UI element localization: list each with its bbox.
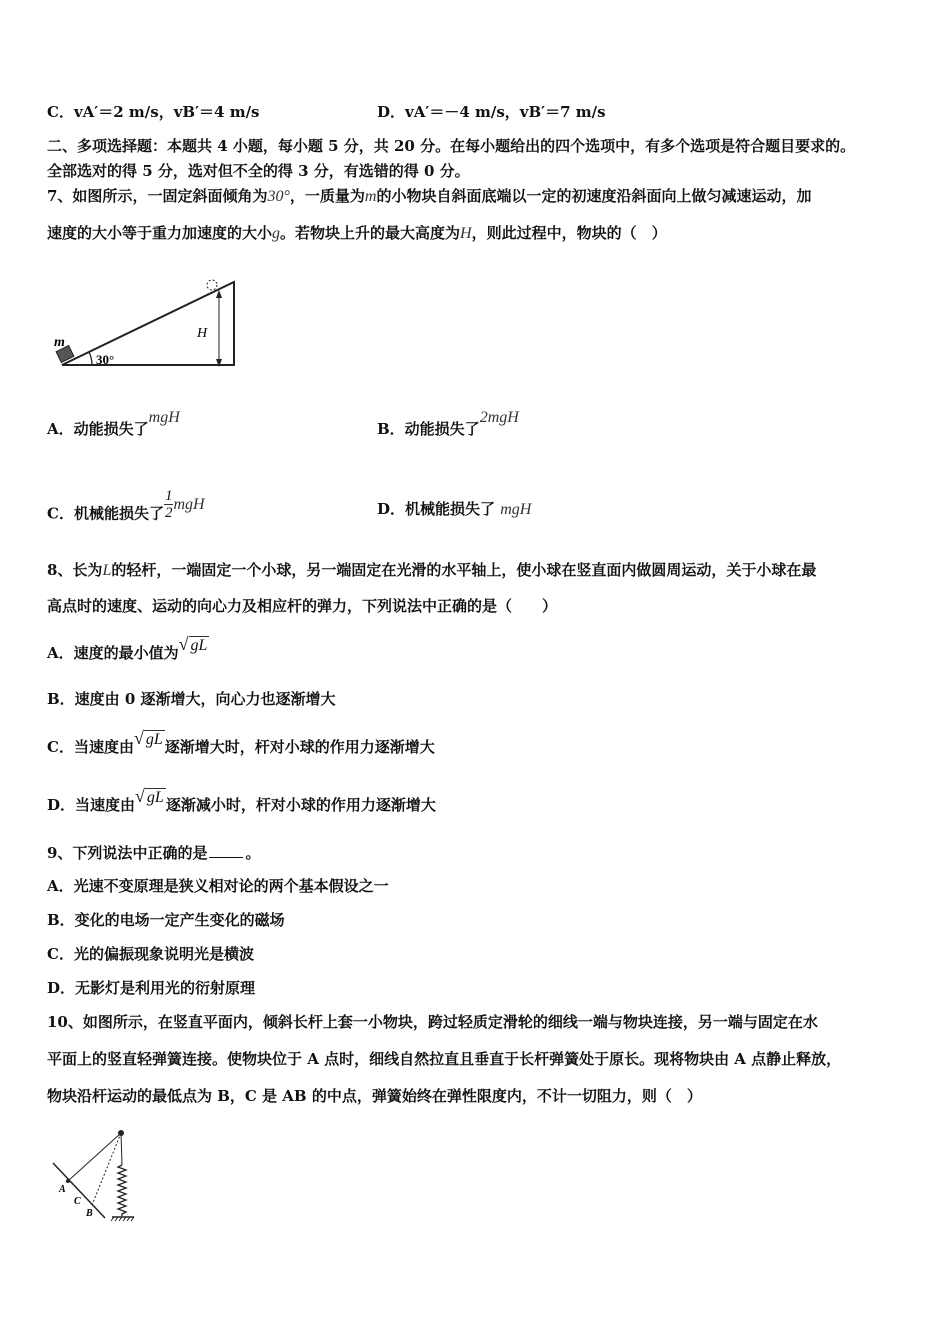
q9-option-a: A．光速不变原理是狭义相对论的两个基本假设之一	[47, 877, 389, 895]
q7-fig-angle-label: 30°	[96, 352, 115, 367]
q10-pulley-spring-figure	[48, 1125, 143, 1225]
q8-option-b: B．速度由 0 逐渐增大，向心力也逐渐增大	[47, 690, 336, 708]
q7-fig-mass-label: m	[54, 335, 65, 350]
q9-stem: 9、下列说法中正确的是 。	[47, 844, 261, 862]
q9-option-c: C．光的偏振现象说明光是横波	[47, 945, 254, 963]
q10-stem-line1: 10、如图所示，在竖直平面内，倾斜长杆上套一小物块，跨过轻质定滑轮的细线一端与物块连接，另一端与固定在水	[47, 1013, 818, 1031]
q10-fig-label-c: C	[74, 1196, 81, 1207]
q7-stem-line2: 速度的大小等于重力加速度的大小g。若物块上升的最大高度为H，则此过程中，物块的（ ）	[47, 224, 667, 242]
section2-line2: 全部选对的得 5 分，选对但不全的得 3 分，有选错的得 0 分。	[47, 162, 470, 180]
q7-incline-figure	[52, 272, 242, 372]
q7-fig-height-label: H	[197, 326, 208, 341]
q10-stem-line3: 物块沿杆运动的最低点为 B，C 是 AB 的中点，弹簧始终在弹性限度内，不计一切阻力，则（ ）	[47, 1087, 702, 1105]
q8-option-c: C．当速度由√ gL 逐渐增大时，杆对小球的作用力逐渐增大	[47, 728, 435, 756]
q7-option-a: A．动能损失了mgH	[47, 409, 180, 438]
q10-fig-label-b: B	[86, 1208, 93, 1219]
section2-line1: 二、多项选择题：本题共 4 小题，每小题 5 分，共 20 分。在每小题给出的四个选项中，有多个选项是符合题目要求的。	[47, 137, 856, 155]
q9-option-b: B．变化的电场一定产生变化的磁场	[47, 911, 285, 929]
q7-option-d: D．机械能损失了 mgH	[377, 500, 532, 518]
q7-option-b: B．动能损失了2mgH	[377, 409, 519, 438]
q8-option-a: A．速度的最小值为√ gL	[47, 634, 208, 662]
q8-stem-line1: 8、长为L的轻杆，一端固定一个小球，另一端固定在光滑的水平轴上，使小球在竖直面内做圆周运动，关于小球在最	[47, 561, 817, 579]
q8-option-d: D．当速度由√ gL 逐渐减小时，杆对小球的作用力逐渐增大	[47, 786, 436, 814]
q10-fig-label-a: A	[59, 1184, 66, 1195]
fraction-one-half: $\frac{1}{2}$	[164, 488, 173, 521]
q9-option-d: D．无影灯是利用光的衍射原理	[47, 979, 256, 997]
q6-option-d: D．vA′＝－4 m/s，vB′＝7 m/s	[377, 103, 606, 121]
spring-icon	[118, 1165, 126, 1216]
q8-stem-line2: 高点时的速度、运动的向心力及相应杆的弹力，下列说法中正确的是（ ）	[47, 597, 558, 615]
q6-option-c: C．vA′＝2 m/s，vB′＝4 m/s	[47, 103, 260, 121]
answer-blank	[209, 857, 243, 858]
q7-stem-line1: 7、如图所示，一固定斜面倾角为30°，一质量为m的小物块自斜面底端以一定的初速度沿斜面向上做匀减速运动，加	[47, 187, 812, 205]
q10-stem-line2: 平面上的竖直轻弹簧连接。使物块位于 A 点时，细线自然拉直且垂直于长杆弹簧处于原长。现将物块由 A 点静止释放，	[47, 1050, 842, 1068]
q7-option-c: C．机械能损失了 $\frac{1}{2}$ mgH	[47, 488, 205, 523]
